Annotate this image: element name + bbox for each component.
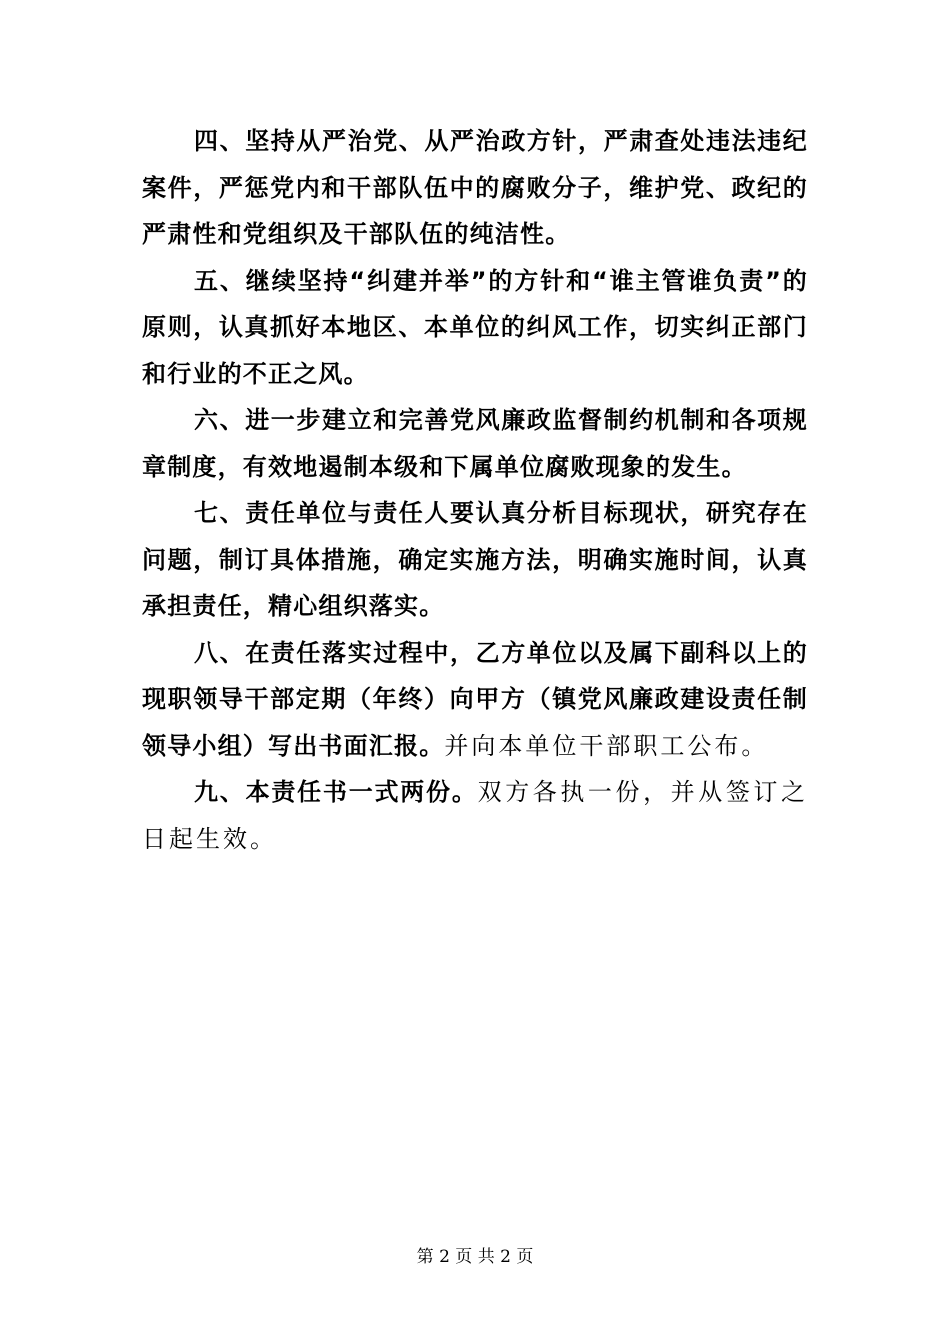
paragraph-9	[142, 769, 808, 862]
page-number: 第 2 页 共 2 页	[416, 1247, 534, 1267]
paragraph-4-text: 四、坚持从严治党、从严治政方针，严肃查处违法违纪案件，严惩党内和干部队伍中的腐败分子，维护党、政纪的严肃性和党组织及干部队伍的纯洁性。	[142, 127, 808, 248]
paragraph-8-text: 八、在责任落实过程中，乙方单位以及属下副科以上的现职领导干部定期（年终）向甲方（镇党风廉政建设责任制领导小组）写出书面汇报。	[142, 638, 808, 760]
paragraph-5-text: 五、继续坚持“纠建并举”的方针和“谁主管谁负责”的原则，认真抓好本地区、本单位的纠风工作，切实纠正部门和行业的不正之风。	[142, 266, 808, 388]
paragraph-4	[142, 118, 808, 258]
paragraph-9-tail: 双方各执一份，并从签订之日起生效。	[142, 778, 809, 853]
paragraph-7-text: 七、责任单位与责任人要认真分析目标现状，研究存在问题，制订具体措施，确定实施方法，明确实施时间，认真承担责任，精心组织落实。	[142, 499, 808, 620]
paragraph-6	[142, 397, 808, 490]
paragraph-5	[142, 258, 808, 398]
paragraph-6-text: 六、进一步建立和完善党风廉政监督制约机制和各项规章制度，有效地遏制本级和下属单位腐败现象的发生。	[142, 406, 808, 481]
paragraph-7	[142, 490, 808, 630]
paragraph-8-tail: 并向本单位干部职工公布。	[444, 731, 769, 760]
page-footer	[0, 1242, 950, 1267]
document-body	[142, 118, 808, 862]
paragraph-9-text: 九、本责任书一式两份。	[194, 778, 478, 806]
paragraph-8	[142, 630, 808, 770]
